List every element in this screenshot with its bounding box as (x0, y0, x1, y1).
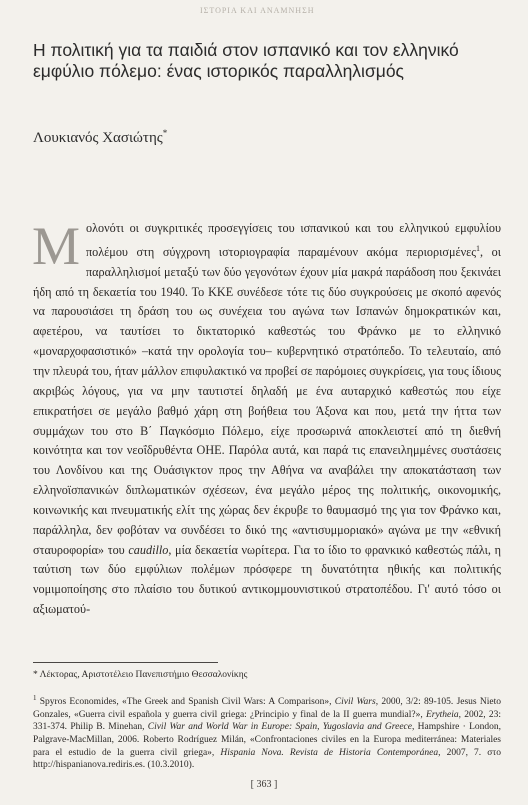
footnote-text: , Hampshire · London, Palgrave-MacMillan, 2006. Roberto Rodríguez Milán, «Confrontaciones civiles en la Europa mediterránea: Materiales para el estudio de la guerra civil griega», (33, 722, 501, 758)
body-italic-caudillo: caudillo (128, 542, 169, 557)
running-head: ΙΣΤΟΡΙΑ ΚΑΙ ΑΝΑΜΝΗΣΗ (200, 6, 315, 15)
author-name: Λουκιανός Χασιώτης (33, 130, 163, 146)
footnote-affiliation: * Λέκτορας, Αριστοτέλειο Πανεπιστήμιο Θεσσαλονίκης (33, 670, 248, 680)
footnote-ref-1: 1 (476, 243, 481, 253)
body-text-1: ολονότι οι συγκριτικές προσεγγίσεις του ισπανικού και του ελληνικού εμφυλίου πολέμου στη σύγχρονη ιστοριογραφία παραμένουν ακόμα περιορισμένες (86, 221, 501, 259)
footnote-separator (33, 662, 218, 663)
footnote-references (33, 692, 501, 772)
footnote-italic: Erytheia (425, 709, 459, 720)
footnote-italic: Hispania Nova. Revista de Historia Contemporánea (220, 747, 439, 758)
footnote-text: , 2002, 23: 331-374. Philip B. Minehan, (33, 709, 502, 733)
footnote-text: , 2000, 3/2: 89-105. Jesus Nieto Gonzales, «Guerra civil española y guerra civil griega: ¿Principio y final de la II guerra mundial?», (33, 697, 501, 720)
body-text-2: , οι παραλληλισμοί μεταξύ των δύο γεγονότων έχουν μία μακρά παράδοση που ξεκινάει ήδη από τη δεκαετία του 1940. Το ΚΚΕ συνέδεσε τότε τις δύο συγκρούσεις με σκοπό αφενός να παρουσιάσει τη δράση του ως συνέχεια του αγώνα των Ισπανών δημοκρατικών και, αφετέρου, να ταυτίσει το δικτατορικό καθεστώς του Φράνκο με το ελληνικό «μοναρχοφασιστικό» –κατά την ορολογία του– κυβερνητικό στρατόπεδο. Το τελευταίο, από την πλευρά του, ήταν μάλλον επιφυλακτικό να προβεί σε παρόμοιες συγκρίσεις, για τους ίδιους ακριβώς λόγους, για να μην ταυτιστεί δηλαδή με ένα αυταρχικό καθεστώς που είχε επικρατήσει σε μεγάλο βαθμό χάρη στη βοήθεια του Άξονα και που, μετά την ήττα των συμμάχων του στο Β΄ Παγκόσμιο Πόλεμο, είχε προσωρινά αποκλειστεί από τη διεθνή κοινότητα και τον νεοΐδρυθέντα ΟΗΕ. Παρόλα αυτά, και παρά τις επανειλημμένες συστάσεις του Λονδίνου και της Ουάσιγκτον προς την Αθήνα να αναβάλει την αποκατάσταση των ελληνοϊσπανικών διπλωματικών σχέσεων, ένα μεγάλο μέρος της πολιτικής, οικονομικής, κοινωνικής και πνευματικής ελίτ της χώρας δεν έκρυβε το θαυμασμό της για τον Φράνκο και, παράλληλα, δεν φοβόταν να συνδέσει το δικό της «αντισυμμοριακό» αγώνα με την «εθνική σταυροφορία» του (33, 244, 501, 557)
body-text-3: , μία δεκαετία νωρίτερα. Για το ίδιο το φρανκικό καθεστώς πάλι, η ταύτιση των δύο εμφύλιων πολέμων πρόσφερε τη δυνατότητα ηθικής και πολιτικής νομιμοποίησης στο πλαίσιο του δυτικού αντικομμουνιστικού στρατοπέδου. Γι' αυτό τόσο οι αξιωματού- (33, 542, 502, 617)
author-footnote-mark: * (162, 128, 168, 138)
body-paragraph (32, 216, 502, 620)
footnote-italic: Civil Wars (334, 697, 376, 708)
drop-cap: Μ (32, 216, 81, 276)
footnote-text: Spyros Economides, «The Greek and Spanish Civil Wars: A Comparison», (36, 697, 335, 708)
author (33, 128, 167, 147)
footnote-italic: Civil War and World War in Europe: Spain, Yugoslavia and Greece (147, 722, 412, 733)
article-title: Η πολιτική για τα παιδιά στον ισπανικό και τον ελληνικό εμφύλιο πόλεμο: ένας ιστορικός παραλληλισμός (33, 40, 459, 81)
page-number: [ 363 ] (250, 779, 278, 790)
footnote-text: , 2007, 7. στο http://hispanianova.rediris.es. (10.3.2010). (33, 747, 501, 771)
footnote-number: 1 (33, 694, 37, 702)
